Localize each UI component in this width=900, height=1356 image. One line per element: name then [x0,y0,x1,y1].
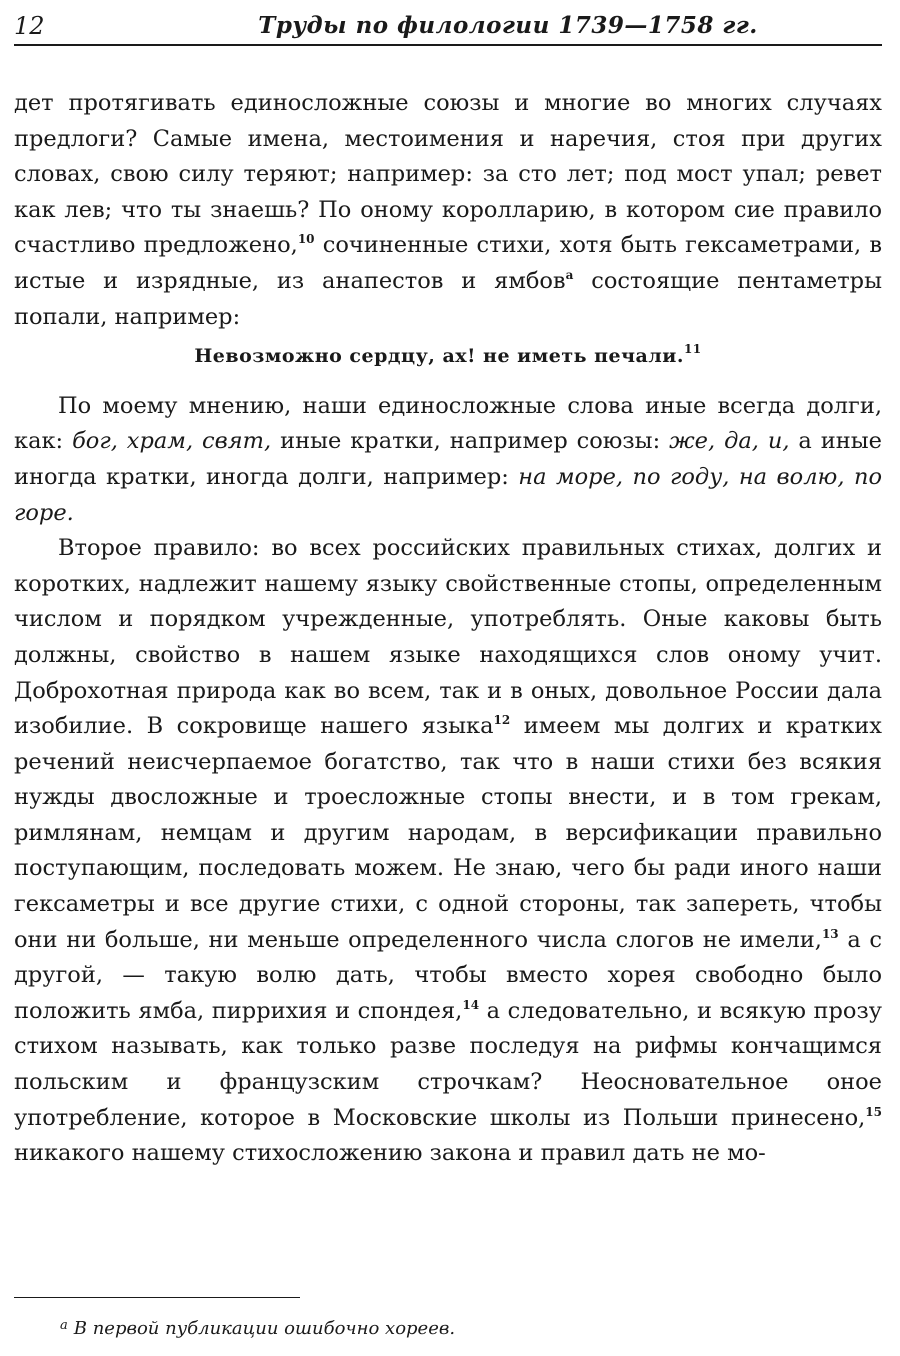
italic-example: на море, по году, на волю, по горе. [14,463,882,526]
text-run: сочиненные стихи, хотя быть гексаметрами, в истые и изрядные, из анапестов и ямбов [14,232,883,294]
paragraph-1 [14,86,882,335]
footnote-ref: 13 [821,926,839,941]
text-run: а с другой, — такую волю дать, чтобы вместо хорея свободно было положить ямба, пиррихия и спондея, [14,926,883,1024]
verse-example [14,339,882,375]
footnote-ref: 10 [297,232,315,247]
text-run: имеем мы долгих и кратких речений неисчерпаемое богатство, так что в наши стихи без всякия нужды двосложные и троесложные стопы внести, и в том грекам, римлянам, немцам и другим народам, в версификации правильно поступающим, последовать можем. Не знаю, чего бы ради иного наши гексаметры и все другие стихи, с одной стороны, так запереть, чтобы они ни больше, ни меньше определенного числа слогов не имели, [14,713,882,953]
footnote-ref: 12 [493,713,511,728]
paragraph-2 [14,389,882,531]
text-run: дет протягивать единосложные союзы и многие во многих случаях предлоги? Самые имена, местоимения и наречия, стоя при других словах, свою силу теряют; например: за сто лет; под мост упал; ревет как лев; что ты знаешь? По оному королларию, в котором сие правило счастливо предложено, [14,90,882,259]
text-run: По моему мнению, наши единосложные слова иные всегда долги, как: [14,392,882,455]
footnote-divider [14,1297,300,1298]
page-number: 12 [14,12,45,40]
italic-example: же, да, и, [669,428,790,455]
text-run: никакого нашему стихосложению закона и правил дать не мо- [14,1140,766,1167]
text-run: а следовательно, и всякую прозу стихом называть, как только разве последуя на рифмы кончащимся польским и французским строчкам? Неосновательное оное употребление, которое в Московские школы из Польши принесено, [14,997,882,1131]
main-text [14,86,882,1172]
footnote [60,1318,455,1339]
footnote-ref: а [565,267,574,282]
text-run: состоящие пентаметры попали, например: [14,267,882,330]
verse-line: Невозможно сердцу, ах! не иметь печали. [194,345,684,368]
text-run: а иные иногда кратки, иногда долги, например: [14,428,882,490]
text-run: Второе правило: во всех российских правильных стихах, долгих и коротких, надлежит нашему языку свойственные стопы, определенным числом и порядком учрежденные, употреблять. Оные каковы быть должны, свойство в нашем языке находящихся слов оному учит. Доброхотная природа как во всем, так и в оных, довольное России дала изобилие. В сокровище нашего языка [14,535,882,740]
paragraph-3 [14,531,882,1172]
text-run: иные кратки, например союзы: [271,428,670,455]
running-head [14,8,882,46]
footnote-text: В первой публикации ошибочно хореев. [73,1318,456,1339]
footnote-marker: а [60,1318,68,1333]
footnote-ref: 11 [683,342,702,357]
footnote-ref: 14 [462,997,480,1012]
footnote-ref: 15 [865,1104,882,1119]
italic-example: бог, храм, свят, [72,428,272,455]
running-title: Труды по филологии 1739—1758 гг. [258,12,758,39]
